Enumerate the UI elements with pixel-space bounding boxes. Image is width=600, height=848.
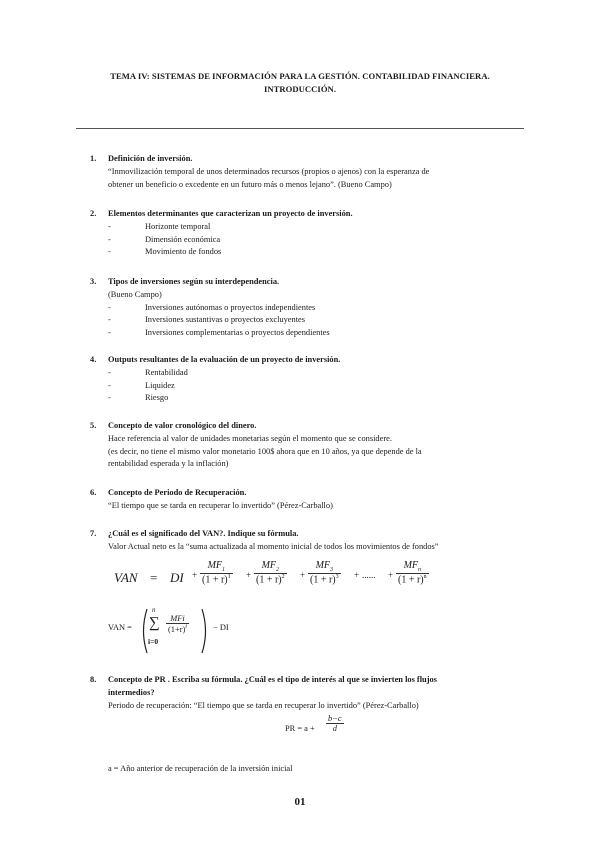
fraction: $\frac{b-c}{d}$ bbox=[328, 714, 342, 733]
section-2: 2. Elementos determinantes que caracterizan un proyecto de inversión. - Horizonte temporal - Dimensión económica - Movimiento de fondos bbox=[90, 208, 530, 259]
pr-note: a = Año anterior de recuperación de la inversión inicial bbox=[108, 764, 293, 773]
fraction: MFi $(1+r)^i$ bbox=[168, 614, 187, 634]
fraction: $MF_n$ $(1 + r)^n$ bbox=[398, 560, 427, 586]
divider bbox=[76, 128, 524, 129]
list-item: - Inversiones sustantivas o proyectos excluyentes bbox=[108, 315, 306, 325]
list-item: - Horizonte temporal bbox=[108, 221, 211, 231]
fraction: $\frac{MF_2}{(1 + r)^2}$ bbox=[256, 560, 285, 586]
list-item: - Inversiones autónomas o proyectos independientes bbox=[108, 302, 316, 312]
right-paren bbox=[200, 608, 210, 654]
list-item: - Dimensión económica bbox=[108, 234, 221, 244]
section-1: 1. Definición de inversión. “Inmovilización temporal de unos determinados recursos (propios o ajenos) con la esperanza de obtener un beneficio o excedente en un futuro más o menos lejano”. (Bueno Campo) bbox=[90, 154, 430, 189]
section-6: 6. Concepto de Periodo de Recuperación. “El tiempo que se tarda en recuperar lo invertido” (Pérez-Carballo) bbox=[90, 488, 333, 510]
section-5: 5. Concepto de valor cronológico del dinero. Hace referencia al valor de unidades monetarias según el momento que se considere. (es decir, no tiene el mismo valor monetario 100$ ahora que en 10 años, ya que depende de la rentabilidad esperada y la inflación) bbox=[90, 421, 422, 469]
section-4: 4. Outputs resultantes de la evaluación de un proyecto de inversión. - Rentabilidad - Liquidez - Riesgo bbox=[90, 354, 530, 405]
list-item: - Rentabilidad bbox=[108, 367, 188, 377]
page-number: 01 bbox=[294, 796, 306, 808]
left-paren bbox=[139, 608, 149, 654]
list bbox=[90, 367, 530, 405]
page-title: TEMA IV: SISTEMAS DE INFORMACIÓN PARA LA GESTIÓN. CONTABILIDAD FINANCIERA. INTRODUCCIÓN. bbox=[110, 71, 490, 94]
section-7: 7. ¿Cuál es el significado del VAN?. Indique su fórmula. Valor Actual neto es la “suma actualizada al momento inicial de todos los movimientos de fondos” bbox=[90, 529, 439, 551]
list bbox=[90, 221, 530, 259]
list-item: - Movimiento de fondos bbox=[108, 247, 222, 257]
section-8: 8. Concepto de PR . Escriba su fórmula. ¿Cuál es el tipo de interés al que se invierten los flujos intermedios? Periodo de recuperación: “El tiempo que se tarda en recuperar lo invertido” (Pérez-Carballo) bbox=[90, 675, 437, 710]
van-sum-formula: VAN = n ∑ i=0 MFi $(1+r)^i$ − DI bbox=[108, 606, 308, 658]
van-formula: VAN = DI + $\frac{MF_1}{(1 + r)^1}$ + $\frac{MF_2}{(1 + r)^2}$ + $\frac{MF_3}{(1 + r)^3}$ + ...... + $MF_n$ $(1 + r)^n$ bbox=[114, 560, 427, 586]
list-item: - Inversiones complementarias o proyectos dependientes bbox=[108, 328, 330, 338]
fraction: $\frac{MF_1}{(1 + r)^1}$ bbox=[202, 560, 231, 586]
pr-formula: PR = a + $\frac{b-c}{d}$ bbox=[285, 714, 342, 733]
section-3: 3. Tipos de inversiones según su interdependencia. (Bueno Campo) - Inversiones autónomas o proyectos independientes - Inversiones sustantivas o proyectos excluyentes - Inversiones complementarias o proyectos dependientes bbox=[90, 276, 530, 340]
list-item: - Liquidez bbox=[108, 380, 175, 390]
list-item: - Riesgo bbox=[108, 393, 169, 403]
fraction: $\frac{MF_3}{(1 + r)^3}$ bbox=[310, 560, 339, 586]
list bbox=[90, 302, 530, 340]
